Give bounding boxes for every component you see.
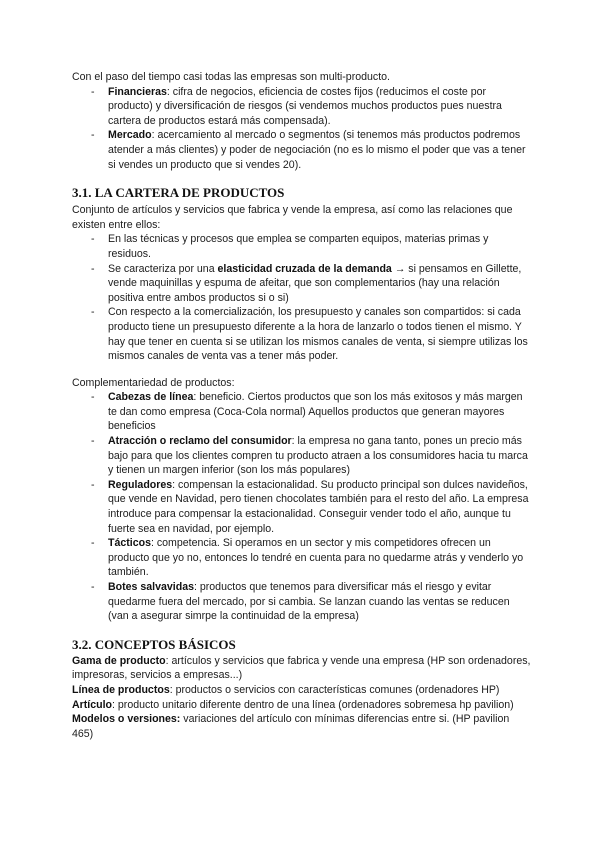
definition [72, 683, 532, 698]
intro-list [72, 85, 532, 173]
definition-text: : artículos y servicios que fabrica y vende una empresa (HP son ordenadores, impresoras, servicios a empresas...) [72, 654, 531, 682]
definition-term: Gama de producto [72, 654, 166, 667]
item-text: : acercamiento al mercado o segmentos (si tenemos más productos podremos atender a más clientes) y poder de negociación (no es lo mismo el poder que vas a tener si vendes un producto que si vendes 20). [108, 129, 526, 171]
list-item [72, 85, 532, 129]
item-text: En las técnicas y procesos que emplea se comparten equipos, materias primas y residuos. [108, 233, 489, 260]
item-term: Financieras [108, 85, 167, 98]
definition [72, 712, 532, 741]
item-text: → si pensamos en Gillette, vende maquinillas y espuma de afeitar, que son complementarios (hay una relación positiva entre ambos productos si o si) [108, 262, 522, 304]
list-item [72, 580, 532, 624]
item-text: Se caracteriza por una [108, 262, 218, 275]
definition-text: : productos o servicios con características comunes (ordenadores HP) [169, 683, 500, 696]
item-term: Atracción o reclamo del consumidor [108, 435, 292, 448]
section-heading-conceptos: 3.2. CONCEPTOS BÁSICOS [72, 636, 236, 652]
section1-intro: Conjunto de artículos y servicios que fabrica y vende la empresa, así como las relaciones que existen entre ellos: [72, 204, 513, 231]
item-text: : competencia. Si operamos en un sector y mis competidores ofrecen un producto que yo no, entonces lo tendré en cuenta para no quedarme atrás y venderlo yo también. [108, 537, 524, 579]
item-term: Botes salvavidas [108, 581, 194, 593]
definition-term: Línea de productos [72, 683, 170, 696]
list-item [72, 478, 532, 536]
definition-text: : producto unitario diferente dentro de una línea (ordenadores sobremesa hp pavilion) [112, 698, 514, 711]
complementariedad-list [72, 390, 532, 624]
item-text: : productos que tenemos para diversificar más el riesgo y evitar quedarme fuera del mercado, por si cambia. Se lanzan cuando las ventas se reducen (van a asegurar simrpe la continuidad de la empresa) [108, 581, 510, 623]
list-item [72, 262, 532, 306]
item-term: elasticidad cruzada de la demanda [217, 262, 392, 275]
item-text: : cifra de negocios, eficiencia de costes fijos (reducimos el coste por producto) y diversificación de riesgos (si vendemos muchos productos pues nuestra cartera de productos estará más compensada). [108, 85, 502, 127]
definition-text: variaciones del artículo con mínimas diferencias entre si. (HP pavilion 465) [72, 713, 510, 740]
list-item [72, 434, 532, 478]
definition-term: Artículo [72, 698, 113, 711]
list-item [72, 390, 532, 434]
definition-term: Modelos o versiones: [72, 713, 181, 726]
definition [72, 698, 532, 713]
item-term: Cabezas de línea [108, 391, 194, 404]
item-term: Reguladores [108, 478, 173, 491]
item-text: : compensan la estacionalidad. Su producto principal son dulces navideños, que vende en Navidad, pero tienen chocolates también para el resto del año. La empresa introduce para compensar la estacionalidad. Conseguir vender todo el año, aunque tu fuerte sea en navidad, por ejemplo. [108, 478, 529, 535]
list-item [72, 128, 532, 172]
document-body [72, 70, 532, 741]
item-text: : beneficio. Ciertos productos que son los más exitosos y más margen te dan como empresa (Coca-Cola normal) Aquellos productos que generan mayores beneficios [108, 391, 523, 433]
complementariedad-intro: Complementariedad de productos: [72, 376, 235, 389]
item-text: : la empresa no gana tanto, pones un precio más bajo para que los clientes compren tu producto atraen a los consumidores hacia tu marca y tienen un margen inferior (son los más populares) [108, 435, 528, 477]
section-heading-cartera: 3.1. LA CARTERA DE PRODUCTOS [72, 185, 285, 201]
list-item [72, 232, 532, 261]
list-item [72, 536, 532, 580]
item-term: Tácticos [108, 537, 151, 550]
intro-paragraph: Con el paso del tiempo casi todas las empresas son multi-producto. [72, 71, 390, 83]
definition [72, 654, 532, 683]
list-item [72, 305, 532, 363]
item-term: Mercado [108, 129, 152, 142]
item-text: Con respecto a la comercialización, los presupuesto y canales son compartidos: si cada producto tiene un presupuesto diferente a la hora de lanzarlo o todos tienen el mismo. Y hay que tener en cuenta si se utilizan los mismos canales de venta, si siempre utilizas los mismos canales de venta vas a tener más poder. [108, 306, 528, 363]
cartera-list [72, 232, 532, 363]
